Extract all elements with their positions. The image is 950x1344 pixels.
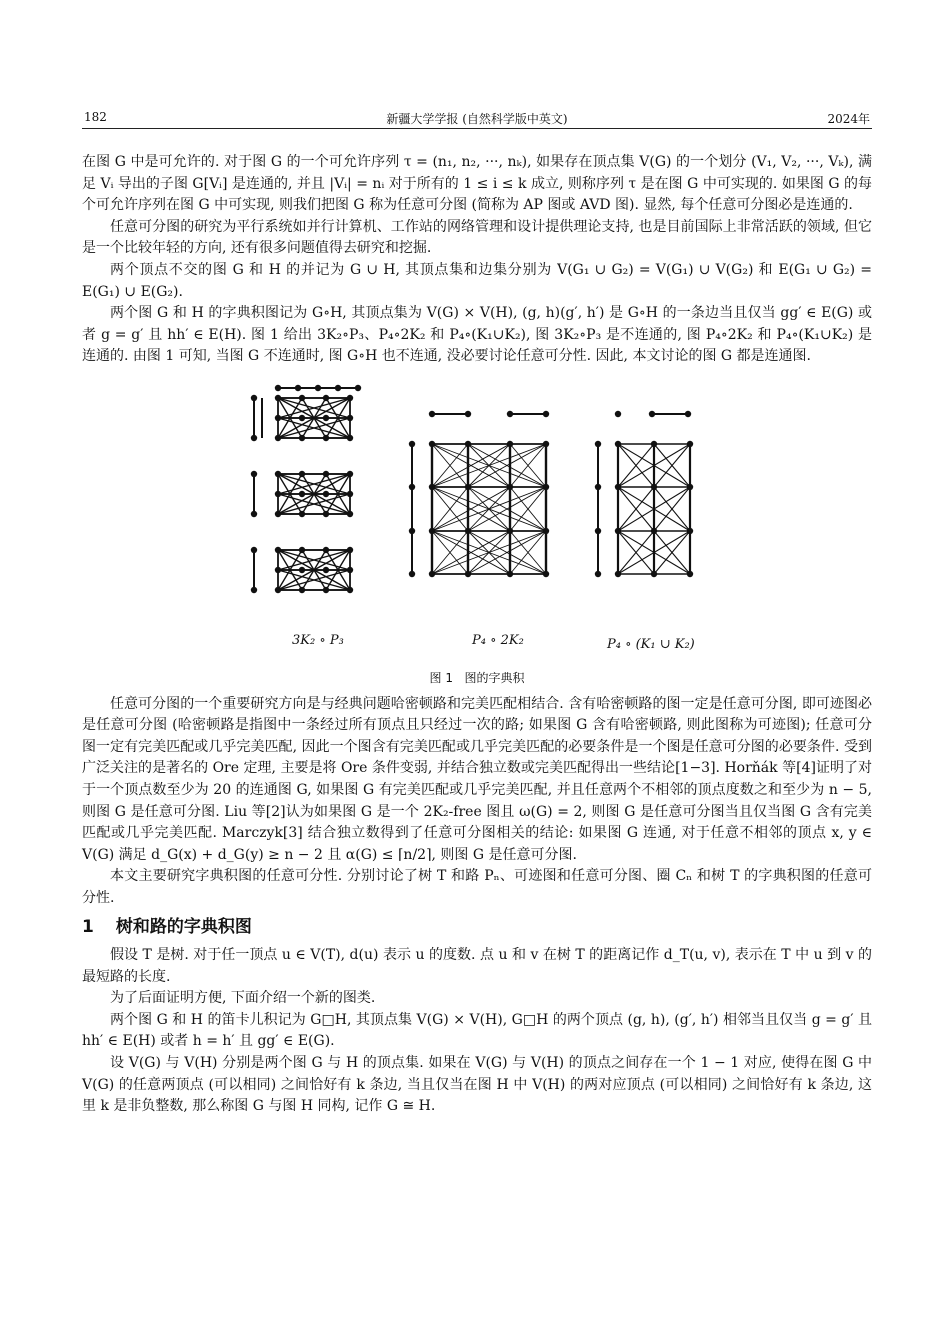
graph-vertex [275, 395, 281, 401]
subcaption-p4-k1-k2: P₄ ∘ (K₁ ∪ K₂) [607, 636, 695, 652]
graph-vertex [347, 395, 353, 401]
graph-vertex [507, 411, 513, 417]
graph-vertex [465, 528, 471, 534]
graph-vertex [543, 571, 549, 577]
graph-vertex [315, 385, 321, 391]
graph-vertex [595, 528, 601, 534]
graph-vertex [275, 415, 281, 421]
graph-vertex [651, 528, 657, 534]
figure-caption-text: 图的字典积 [464, 670, 525, 685]
graph-vertex [355, 385, 361, 391]
paragraph-2: 任意可分图的研究为平行系统如并行计算机、工作站的网络管理和设计提供理论支持, 也是目前国际上非常活跃的领域, 但它是一个比较年轻的方向, 还有很多问题值得去研究和挖掘. [82, 218, 872, 257]
main-text [82, 152, 872, 1118]
graph-vertex [323, 395, 329, 401]
paragraph-6: 本文主要研究字典积图的任意可分性. 分别讨论了树 T 和路 Pₙ、可迹图和任意可分图、圈 Cₙ 和树 T 的字典积图的任意可分性. [82, 868, 872, 906]
graph-vertex [409, 528, 415, 534]
graph-vertex [685, 411, 691, 417]
paragraph-4: 两个图 G 和 H 的字典积图记为 G∘H, 其顶点集为 V(G) × V(H), (g, h)(g′, h′) 是 G∘H 的一条边当且仅当 gg′ ∈ E(G) 或者 g = g′ 且 hh′ ∈ E(H). 图 1 给出 3K₂∘P₃、P₄∘2K₂ 和 P₄∘(K₁∪K₂), 图 3K₂∘P₃ 是不连通的, 图 P₄∘2K₂ 和 P₄∘(K₁∪K₂) 是连通的. 由图 1 可知, 当图 G 不连通时, 图 G∘H 也不连通, 没必要讨论任意可分性. 因此, 本文讨论的图 G 都是连通图. [82, 305, 872, 365]
graph-vertex [251, 547, 257, 553]
graph-vertex [409, 571, 415, 577]
graph-vertex [335, 385, 341, 391]
graph-vertex [543, 411, 549, 417]
section-number: 1 [82, 917, 94, 938]
graph-vertex [323, 491, 329, 497]
graph-vertex [299, 547, 305, 553]
graph-vertex [299, 395, 305, 401]
graph-vertex [275, 567, 281, 573]
paragraph-9: 两个图 G 和 H 的笛卡儿积记为 G□H, 其顶点集 V(G) × V(H), G□H 的两个顶点 (g, h), (g′, h′) 相邻当且仅当 g = g′ 且 hh′ ∈ E(H) 或者 h = h′ 且 gg′ ∈ E(G). [82, 1011, 872, 1050]
graph-vertex [295, 385, 301, 391]
graph-vertex [299, 511, 305, 517]
graph-vertex [299, 435, 305, 441]
graph-vertex [347, 567, 353, 573]
graph-vertex [347, 511, 353, 517]
graph-vertex [251, 435, 257, 441]
publication-year: 2024年 [827, 112, 870, 126]
graph-vertex [275, 511, 281, 517]
graph-vertex [347, 435, 353, 441]
graph-vertex [323, 587, 329, 593]
graph-vertex [507, 484, 513, 490]
graph-vertex [347, 491, 353, 497]
graph-vertex [649, 411, 655, 417]
graph-vertex [299, 415, 305, 421]
graph-vertex [543, 484, 549, 490]
page-number: 182 [84, 110, 107, 124]
graph-vertex [251, 587, 257, 593]
subcaption-p4-2k2: P₄ ∘ 2K₂ [472, 632, 524, 648]
graph-vertex [323, 471, 329, 477]
graph-vertex [595, 484, 601, 490]
paragraph-7: 假设 T 是树. 对于任一顶点 u ∈ V(T), d(u) 表示 u 的度数. 点 u 和 v 在树 T 的距离记作 d_T(u, v), 表示在 T 中 u 到 v 的最短路的长度. [82, 947, 872, 985]
graph-vertex [615, 528, 621, 534]
graph-vertex [429, 484, 435, 490]
graph-vertex [251, 395, 257, 401]
graph-vertex [429, 441, 435, 447]
section-heading [82, 917, 872, 939]
graph-vertex [651, 441, 657, 447]
paragraph-5: 任意可分图的一个重要研究方向是与经典问题哈密顿路和完美匹配相结合. 含有哈密顿路的图一定是任意可分图, 即可迹图必是任意可分图 (哈密顿路是指图中一条经过所有顶点且只经过一次的路; 如果图 G 含有哈密顿路, 则此图称为可迹图); 任意可分图一定有完美匹配或几乎完美匹配, 因此一个图含有完美匹配或几乎完美匹配的必要条件是一个图是任意可分图的必要条件. 受到广泛关注的是著名的 Ore 定理, 主要是将 Ore 条件变弱, 并结合独立数或完美匹配得出一些结论[1−3]. Horňák 等[4]证明了对于一个顶点数至少为 20 的连通图 G, 如果图 G 有完美匹配或几乎完美匹配, 并且任意两个不相邻的顶点度数之和至少为 n − 5, 则图 G 是任意可分图. Liu 等[2]认为如果图 G 是一个 2K₂-free 图且 ω(G) = 2, 则图 G 是任意可分图当且仅当图 G 含有完美匹配或几乎完美匹配. Marczyk[3] 结合独立数得到了任意可分图相关的结论: 如果图 G 连通, 对于任意不相邻的顶点 x, y ∈ V(G) 满足 d_G(x) + d_G(y) ≥ n − 2 且 α(G) ≤ ⌈n/2⌉, 则图 G 是任意可分图. [82, 695, 872, 863]
graph-vertex [595, 571, 601, 577]
graph-vertex [275, 471, 281, 477]
graph-vertex [275, 385, 281, 391]
graph-vertex [615, 411, 621, 417]
graph-vertex [465, 411, 471, 417]
graph-vertex [465, 571, 471, 577]
page-header [82, 108, 872, 129]
graph-vertex [687, 484, 693, 490]
graph-vertex [687, 441, 693, 447]
graph-vertex [465, 441, 471, 447]
graph-vertex [543, 441, 549, 447]
graph-vertex [275, 547, 281, 553]
graph-vertex [615, 484, 621, 490]
graph-vertex [409, 484, 415, 490]
graph-vertex [615, 441, 621, 447]
paragraph-8: 为了后面证明方便, 下面介绍一个新的图类. [110, 990, 376, 1007]
graph-vertex [251, 511, 257, 517]
graph-vertex [347, 471, 353, 477]
graph-vertex [299, 491, 305, 497]
graph-vertex [323, 511, 329, 517]
section-title: 树和路的字典积图 [115, 917, 252, 938]
figure-1 [82, 374, 872, 664]
graph-vertex [687, 571, 693, 577]
figure-caption-label: 图 1 [429, 670, 453, 685]
graph-vertex [347, 547, 353, 553]
graph-vertex [429, 411, 435, 417]
graph-vertex [429, 571, 435, 577]
graph-vertex [429, 528, 435, 534]
graph-vertex [323, 415, 329, 421]
paragraph-3: 两个顶点不交的图 G 和 H 的并记为 G ∪ H, 其顶点集和边集分别为 V(G₁ ∪ G₂) = V(G₁) ∪ V(G₂) 和 E(G₁ ∪ G₂) = E(G₁) ∪ E(G₂). [82, 261, 872, 300]
figure-1-graphs [82, 374, 872, 664]
graph-vertex [465, 484, 471, 490]
graph-vertex [347, 415, 353, 421]
graph-vertex [275, 587, 281, 593]
graph-vertex [543, 528, 549, 534]
graph-vertex [323, 567, 329, 573]
graph-vertex [651, 484, 657, 490]
graph-vertex [507, 571, 513, 577]
subcaption-3k2-p3: 3K₂ ∘ P₃ [292, 632, 344, 648]
graph-vertex [275, 435, 281, 441]
graph-vertex [323, 435, 329, 441]
graph-vertex [507, 528, 513, 534]
graph-vertex [299, 471, 305, 477]
graph-vertex [615, 571, 621, 577]
paragraph-1: 在图 G 中是可允许的. 对于图 G 的一个可允许序列 τ = (n₁, n₂, ···, nₖ), 如果存在顶点集 V(G) 的一个划分 (V₁, V₂, ···, Vₖ), 满足 Vᵢ 导出的子图 G[Vᵢ] 是连通的, 并且 |Vᵢ| = nᵢ 对于所有的 1 ≤ i ≤ k 成立, 则称序列 τ 是在图 G 中可实现的. 如果图 G 的每个可允许序列在图 G 中可实现, 则我们把图 G 称为任意可分图 (简称为 AP 图或 AVD 图). 显然, 每个任意可分图必是连通的. [82, 154, 872, 214]
graph-vertex [299, 587, 305, 593]
paragraph-10: 设 V(G) 与 V(H) 分别是两个图 G 与 H 的顶点集. 如果在 V(G) 与 V(H) 的顶点之间存在一个 1 − 1 对应, 使得在图 G 中 V(G) 的任意两顶点 (可以相同) 之间恰好有 k 条边, 当且仅当在图 H 中 V(H) 的两对应顶点 (可以相同) 之间恰好有 k 条边, 这里 k 是非负整数, 那么称图 G 与图 H 同构, 记作 G ≅ H. [82, 1055, 872, 1115]
graph-vertex [409, 441, 415, 447]
journal-name: 新疆大学学报 (自然科学版中英文) [386, 112, 568, 126]
graph-vertex [651, 571, 657, 577]
graph-vertex [507, 441, 513, 447]
graph-vertex [251, 471, 257, 477]
graph-vertex [347, 587, 353, 593]
figure-caption [82, 668, 872, 690]
graph-vertex [323, 547, 329, 553]
graph-vertex [299, 567, 305, 573]
graph-vertex [275, 491, 281, 497]
graph-vertex [595, 441, 601, 447]
graph-vertex [687, 528, 693, 534]
